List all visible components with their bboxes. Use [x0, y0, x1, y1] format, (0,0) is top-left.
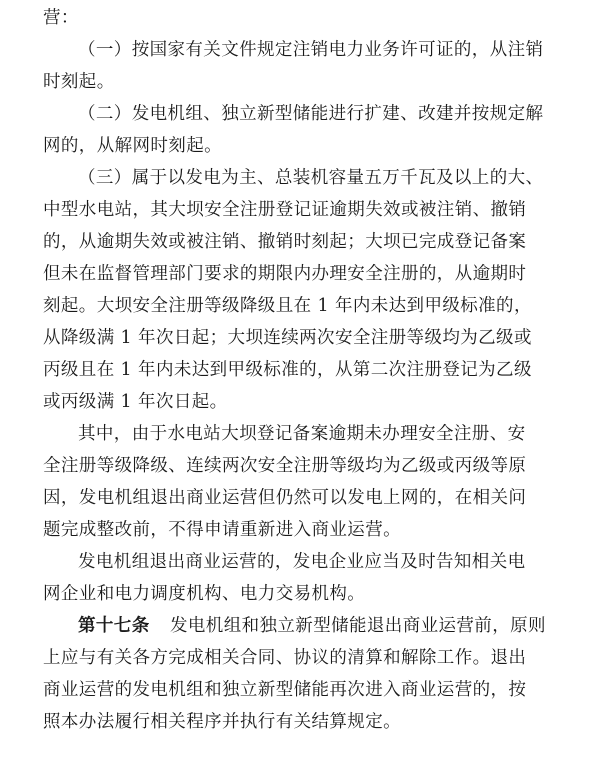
- text-line: [0, 162, 604, 194]
- line-text: 其中，由于水电站大坝登记备案逾期未办理安全注册、安: [78, 424, 526, 444]
- text-line: [0, 290, 604, 322]
- text-line: [0, 450, 604, 482]
- line-text: 刻起。大坝安全注册等级降级且在 1 年内未达到甲级标准的，: [43, 296, 532, 316]
- article-number: 第十七条: [78, 616, 150, 636]
- text-line: [0, 226, 604, 258]
- text-line: [0, 258, 604, 290]
- line-text: 网的，从解网时刻起。: [43, 136, 222, 156]
- text-line: [0, 706, 604, 738]
- line-text: 网企业和电力调度机构、电力交易机构。: [43, 584, 366, 604]
- text-line: [0, 578, 604, 610]
- article-line: [0, 610, 604, 642]
- line-text: 但未在监督管理部门要求的期限内办理安全注册的，从逾期时: [43, 264, 527, 284]
- line-text: 或丙级满 1 年次日起。: [43, 392, 228, 412]
- text-line: [0, 98, 604, 130]
- text-line: [0, 386, 604, 418]
- line-text: 丙级且在 1 年内未达到甲级标准的，从第二次注册登记为乙级: [43, 360, 532, 380]
- text-line: [0, 130, 604, 162]
- line-text: 发电机组退出商业运营的，发电企业应当及时告知相关电: [78, 552, 526, 572]
- text-line: [0, 546, 604, 578]
- line-text: 因，发电机组退出商业运营但仍然可以发电上网的，在相关问: [43, 488, 527, 508]
- line-text: 题完成整改前，不得申请重新进入商业运营。: [43, 520, 401, 540]
- line-text: （二）发电机组、独立新型储能进行扩建、改建并按规定解: [78, 104, 544, 124]
- line-text: 的，从逾期失效或被注销、撤销时刻起；大坝已完成登记备案: [43, 232, 527, 252]
- line-text: 发电机组和独立新型储能退出商业运营前，原则: [170, 616, 546, 636]
- text-line: [0, 418, 604, 450]
- text-line: [0, 482, 604, 514]
- line-text: （一）按国家有关文件规定注销电力业务许可证的，从注销: [78, 40, 544, 60]
- line-text: 照本办法履行相关程序并执行有关结算规定。: [43, 712, 401, 732]
- text-line: [0, 642, 604, 674]
- line-text: 时刻起。: [43, 72, 115, 92]
- line-text: 全注册等级降级、连续两次安全注册等级均为乙级或丙级等原: [43, 456, 527, 476]
- line-text: 从降级满 1 年次日起；大坝连续两次安全注册等级均为乙级或: [43, 328, 532, 348]
- line-text: 中型水电站，其大坝安全注册登记证逾期失效或被注销、撤销: [43, 200, 527, 220]
- text-line: [0, 2, 604, 34]
- text-line: [0, 66, 604, 98]
- text-line: [0, 322, 604, 354]
- line-text: 营：: [43, 8, 79, 28]
- text-line: [0, 194, 604, 226]
- text-line: [0, 354, 604, 386]
- line-text: 商业运营的发电机组和独立新型储能再次进入商业运营的，按: [43, 680, 527, 700]
- text-line: [0, 674, 604, 706]
- line-text: （三）属于以发电为主、总装机容量五万千瓦及以上的大、: [78, 168, 544, 188]
- text-line: [0, 514, 604, 546]
- line-text: 上应与有关各方完成相关合同、协议的清算和解除工作。退出: [43, 648, 527, 668]
- text-line: [0, 34, 604, 66]
